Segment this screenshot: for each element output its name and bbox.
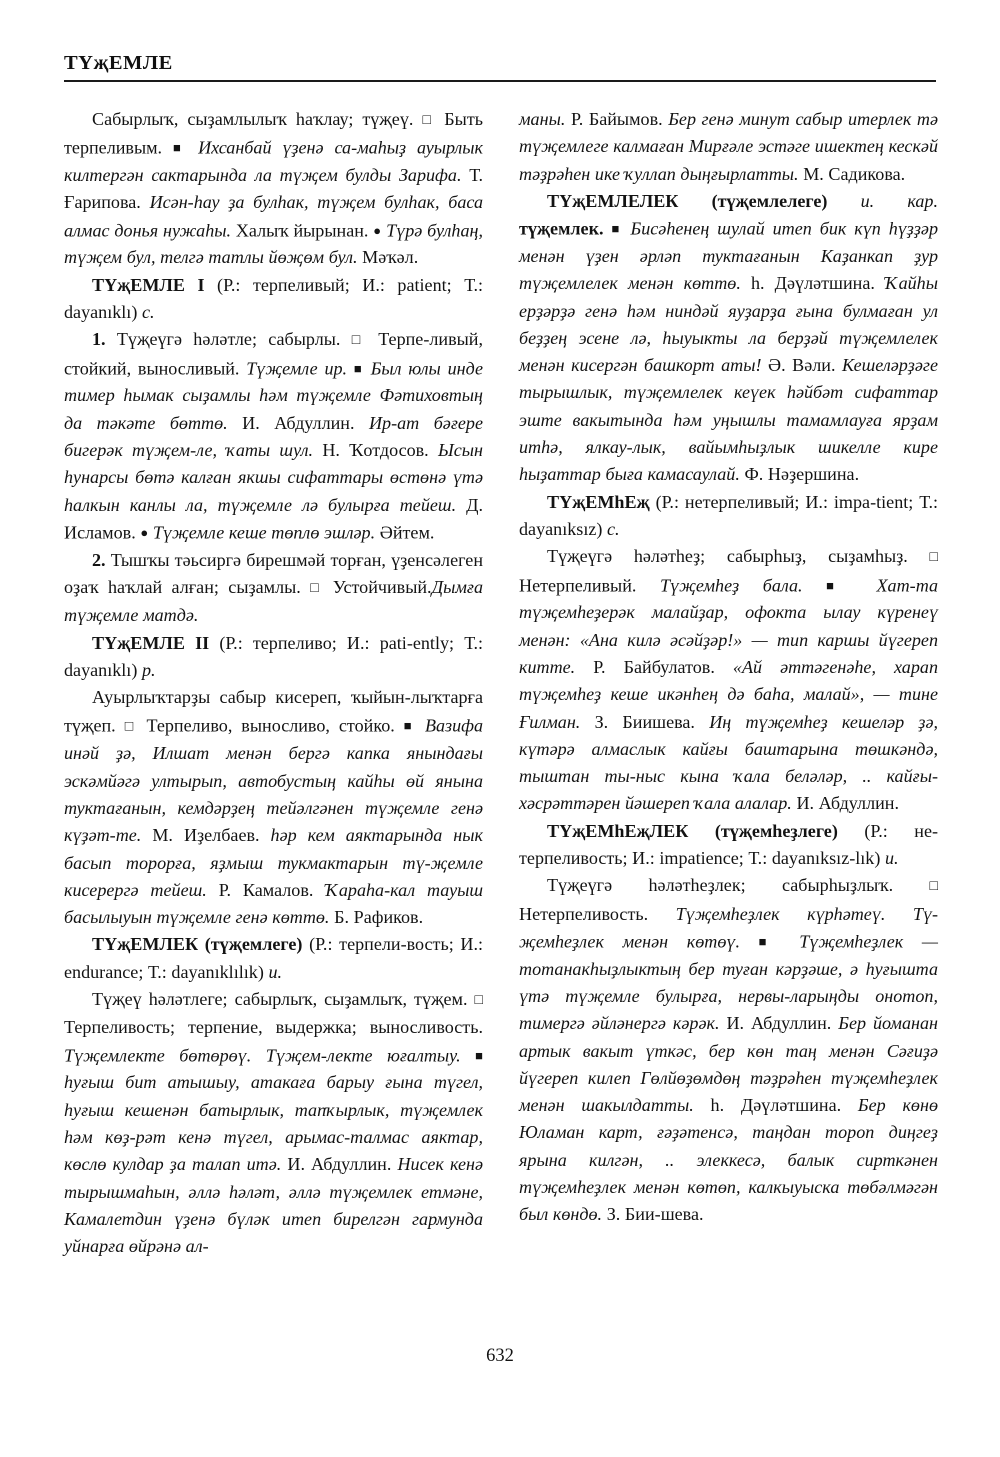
- part-of-speech: и.: [268, 961, 283, 982]
- example-source: И. Абдуллин.: [242, 412, 355, 433]
- example-quote: Нисек кенә тырышмаһын, әллә һәләт, әллә түҗемлек етмәне, Камалетдин үҙенә бүләк итеп бирелгән гармунда уйнарға өйрәнә ал-: [64, 1154, 484, 1257]
- example-source: З. Биишева.: [594, 711, 695, 732]
- example-source: Р. Камалов.: [218, 879, 314, 900]
- example-source: һ. Дәүләтшина.: [750, 273, 875, 294]
- russian-gloss: Терпеливо, выносливо, стойко.: [146, 715, 395, 736]
- example-phrase: Дымға түҗемле матдә.: [64, 577, 484, 626]
- sense-definition: Түҗеүгә һәләтле; сабырлы.: [116, 329, 341, 350]
- filled-square-icon: ■: [353, 360, 364, 376]
- russian-gloss: Устойчивый.: [332, 577, 432, 598]
- entry-tuzemle-1-sense-1: [64, 326, 483, 546]
- translation-parenthetical: (Р.: терпеливый; И.: patient; Т.: dayanıklı): [64, 274, 483, 323]
- carryover-paragraph: [519, 106, 938, 188]
- entry-tuzemle-1-sense-2: [64, 547, 483, 630]
- translation-parenthetical: (Р.: нетерпеливый; И.: impa-tient; Т.: dayanıksız): [519, 491, 939, 539]
- example-source: Мәҡәл.: [362, 247, 419, 268]
- example-quote: һуғыш бит атышыу, атакаға барыу ғына түгел, һуғыш кешенән батырлык, тапҡырлык, түҗемлек һәм көҙ-рәт кенә түгел, арымас-талмас аяктар, көслө кулдар ҙа талап итә.: [64, 1072, 483, 1175]
- example-source: И. Абдуллин.: [726, 1013, 832, 1034]
- entry-tuzemlelek: [519, 188, 938, 489]
- example-source: Әйтем.: [379, 522, 435, 543]
- example-source: Ә. Вәли.: [768, 355, 836, 376]
- page-number: 632: [486, 1346, 514, 1366]
- example-quote: Был юлы инде тимер һымак сыҙамлы һәм түҗемле Фәтиховтың да тәкәте бөттө.: [64, 358, 483, 433]
- running-head: [64, 52, 936, 90]
- example-quote: Ихсанбай үҙенә са-маһыҙ ауырлык килтергән сактарында ла түҗем булды Зарифа.: [64, 137, 484, 186]
- part-of-speech: р.: [141, 659, 156, 680]
- part-of-speech: и.: [860, 190, 875, 211]
- sense-definition: Түҗеүгә һәләтһеҙлек; сабырһыҙлыҡ.: [547, 875, 894, 896]
- entry-tuzemlek: [64, 931, 483, 986]
- example-phrase: Түҗемһеҙлек күрһәтеү.: [675, 903, 886, 924]
- example-source: И. Абдуллин.: [796, 793, 899, 814]
- example-source: Т. Ғарипова.: [64, 165, 484, 213]
- bullet-icon: ●: [140, 524, 149, 540]
- example-source: Р. Байбулатов.: [593, 656, 715, 677]
- headword: ТҮҗЕМЛЕЛЕК: [547, 190, 679, 211]
- example-quote: Исән-һау ҙа булһак, түҗем булһак, баса алмас донья нужаһы.: [64, 192, 483, 241]
- open-square-icon: □: [124, 719, 138, 735]
- filled-square-icon: ■: [173, 140, 188, 156]
- bullet-icon: ●: [373, 222, 382, 238]
- example-quote: Бисәһенең шулай итеп бик күп һүҙҙәр менән үҙен әрләп туктағанын Каҙанкап ҙур түҗемлелек менән көттө.: [519, 218, 939, 294]
- example-source: Р. Байымов.: [570, 109, 663, 129]
- russian-gloss: Терпеливость; терпение, выдержка; выносливость.: [64, 1017, 483, 1038]
- entry-continuation-paragraph: [64, 106, 483, 272]
- example-source: М. Садикова.: [803, 163, 906, 184]
- example-quote: Ир-ат бәғере бигерәк түҗем-ле, ҡаты шул.: [64, 412, 483, 461]
- inflected-form: (түҗемлелеге): [711, 190, 828, 211]
- sense-definition: Түҗеү һәләтлеге; сабырлыҡ, сыҙамлыҡ, түҗем.: [92, 989, 468, 1009]
- headword: ТҮҗЕМЛЕ II: [92, 632, 210, 653]
- example-source: Н. Ҡотдосов.: [322, 440, 429, 461]
- example-quote: Ҡараһа-кал тауыш басылыуын түҗемле генә көттө.: [64, 879, 484, 928]
- entry-tuzemhez: [519, 489, 938, 544]
- two-column-body: [64, 106, 938, 1260]
- example-phrase: Түҗемһеҙ бала.: [659, 575, 803, 596]
- headword: ТҮҗЕМЛЕ I: [92, 274, 205, 295]
- example-quote: Кешеләрҙәге тырышлык, түҗемлелек кеүек һәйбәт сифаттар эште вакытында һәм уңышлы тамамлауға ярҙам итһә, ялкау-лык, вайымһыҙлык шикелле кире һыҙаттар быға камасаулай.: [519, 355, 938, 485]
- example-quote-continued: маны.: [519, 109, 566, 129]
- entry-tuzemhez-body: [519, 543, 938, 817]
- example-source: һ. Дәүләтшина.: [710, 1095, 842, 1116]
- headword: ТҮҗЕМһЕҗЛЕК: [547, 820, 689, 841]
- russian-gloss: Терпе-ливый, стойкий, выносливый.: [64, 329, 483, 379]
- sense-definition: Түҗеүгә һәләтһеҙ; сабырһыҙ, сыҙамһыҙ.: [547, 546, 908, 567]
- open-square-icon: □: [310, 581, 324, 597]
- example-quote: Бер йоманан артык вакыт үткәс, бер көн таң менән Сәғиҙә йүгереп килеп Гөлйөҙөмдөң тәҙрәһен түҗемһеҙлек менән шакылдатты.: [519, 1013, 938, 1116]
- entry-tuzemle-2: [64, 630, 483, 685]
- header-rule: [64, 80, 936, 82]
- example-source: Б. Рафиков.: [334, 907, 424, 928]
- running-head-title: ТҮҗЕМЛЕ: [64, 52, 173, 74]
- example-quote: Иң түҗемһеҙ кешеләр ҙә, күтәрә алмаслык кайғы баштарына төшкәндә, тыштан ты-ныс кына ҡала беләләр, .. кайғы-хәсрәттәрен йәшереп ҡала алалар.: [519, 711, 939, 814]
- example-quote: Вазифа инәй ҙә, Илшат менән бергә капка янындағы эскәмйәгә ултырып, автобустың кайһы өй янына туктағанын, кемдәрҙең тейәлгәнен түҗемле генә күҙәт-те.: [64, 715, 484, 846]
- part-of-speech: и.: [885, 848, 899, 869]
- example-quote: Бер көнө Юламан карт, ғәҙәтенсә, таңдан тороп диңгеҙ ярына килгән, .. элеккесә, балык сирткәнен түҗемһеҙлек менән көтөп, калкыуыска төбәлмәгән был көндө.: [519, 1095, 938, 1225]
- open-square-icon: □: [351, 333, 367, 349]
- open-square-icon: □: [474, 993, 483, 1008]
- headword: ТҮҗЕМһЕҗ: [547, 491, 650, 512]
- part-of-speech: с.: [607, 518, 620, 539]
- sense-definition: Ауырлыҡтарҙы сабыр кисереп, ҡыйын-лыҡтарға түҗеп.: [64, 687, 483, 736]
- example-source: Д. Исламов.: [64, 494, 484, 543]
- cross-reference-target[interactable]: түҗемлек.: [519, 218, 604, 239]
- left-column: [64, 106, 483, 1260]
- open-square-icon: □: [929, 879, 938, 895]
- example-quote: Хат-та түҗемһеҙерәк малайҙар, офокта ылау күренеү менән: «Ана килә әсәйҙәр!» — тип каршы йүгереп китте.: [519, 575, 939, 677]
- gloss-text: Сабырлыҡ, сыҙамлылыҡ һаҡлау; түҗеү.: [92, 109, 414, 129]
- entry-tuzemle-2-body: [64, 684, 483, 931]
- example-quote: Бер генә минут сабыр итерлек тә түҗемлеге калмаған Мирғәле эстәге ишектең кескәй тәҙрәһен ике ҡуллап дыңғырлатты.: [519, 109, 939, 184]
- entry-tuzemle-1: [64, 272, 483, 327]
- example-phrase: Тү-җемһеҙлек менән көтөү.: [519, 903, 939, 952]
- filled-square-icon: ■: [611, 221, 623, 237]
- part-of-speech: с.: [141, 302, 155, 323]
- entry-tuzemhezlek-body: [519, 872, 938, 1228]
- example-quote: Ысын һунарсы бөтә калған якшы сифаттары өстөнә үтә һалкын канлы ла, түҗемле лә булырға тейеш.: [64, 440, 484, 515]
- filled-square-icon: ■: [758, 933, 781, 949]
- example-quote: Ҡайһы ерҙәрҙә генә һәм ниндәй яуҙарҙа ғына булмаған ул беҙҙең эсене лә, һыуыкты ла берҙәй түҗемлелек менән кисергән башкорт аты!: [519, 273, 938, 376]
- example-source: М. Иҙелбаев.: [152, 825, 260, 846]
- filled-square-icon: ■: [475, 1047, 484, 1063]
- example-quote: һәр кем аяктарында нык басып торорға, яҙмыш тукмактарын тү-җемле кисерергә тейеш.: [64, 825, 483, 900]
- translation-parenthetical: (Р.: терпели-вость; И.: endurance; Т.: dayanıklılık): [64, 934, 484, 982]
- cross-reference-label: кар.: [907, 190, 939, 211]
- translation-parenthetical: (Р.: терпеливо; И.: pati-ently; Т.: dayanıklı): [64, 632, 483, 680]
- headword: ТҮҗЕМЛЕК: [92, 934, 199, 955]
- example-source: И. Абдуллин.: [287, 1154, 392, 1175]
- sense-number: 1.: [92, 329, 106, 350]
- open-square-icon: □: [422, 113, 436, 128]
- example-source: Халыҡ йырынан.: [235, 220, 369, 241]
- right-column: [519, 106, 938, 1260]
- entry-tuzemlek-body: [64, 986, 483, 1260]
- russian-gloss: Нетерпеливый.: [519, 575, 637, 596]
- sense-definition: Тышҡы тәьсиргә бирешмәй торған, үҙенсәлеген оҙаҡ һаҡлай алған; сыҙамлы.: [64, 549, 484, 598]
- example-phrase: Түҗемле ир.: [246, 358, 348, 379]
- translation-parenthetical: (Р.: не-терпеливость; И.: impatience; Т.: dayanıksız-lık): [519, 820, 939, 869]
- example-quote: «Ай әттәгенәһе, харап түҗемһеҙ кеше икәнһең дә баһа, малай», — тине Ғилман.: [519, 656, 938, 732]
- inflected-form: (түҗемлеге): [204, 934, 303, 955]
- example-source: З. Бии-шева.: [606, 1204, 704, 1225]
- filled-square-icon: ■: [826, 577, 853, 593]
- example-phrase: Түҗемлекте бөтөрөү.: [64, 1045, 252, 1066]
- example-quote: Түҗемһеҙлек — тотанакһыҙлыктың бер туған кәрҙәше, ә һуғышта үтә түҗемле булырға, нервы-ларыңды онотоп, тимергә әйләнергә кәрәк.: [519, 931, 938, 1034]
- filled-square-icon: ■: [403, 717, 416, 733]
- open-square-icon: □: [929, 550, 939, 566]
- russian-gloss: Нетерпеливость.: [519, 903, 649, 924]
- example-source: Ф. Нәҙершина.: [744, 464, 860, 485]
- example-quote: Түҗемле кеше төплө эшләр.: [152, 522, 376, 543]
- russian-gloss: Быть терпеливым.: [64, 109, 484, 158]
- inflected-form: (түҗемһеҙлеге): [714, 820, 838, 841]
- example-phrase: Түҗем-лекте юғалтыу.: [265, 1045, 461, 1066]
- example-quote: Түрә булһаң, түҗем бул, телгә татлы йөҗөм бул.: [64, 220, 483, 268]
- sense-number: 2.: [92, 549, 106, 570]
- entry-tuzemhezlek: [519, 818, 938, 873]
